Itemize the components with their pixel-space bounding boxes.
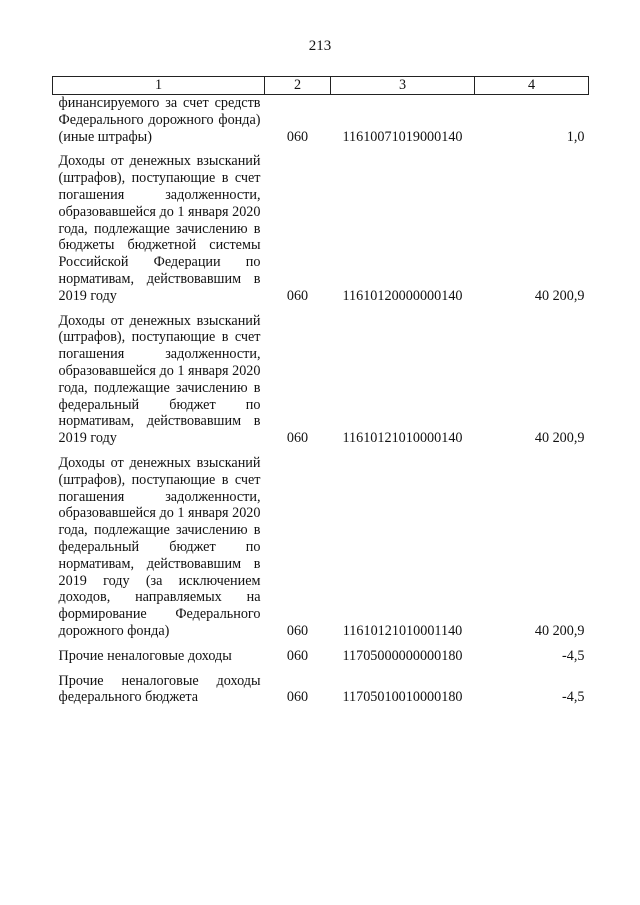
table-row — [53, 313, 589, 447]
column-header-2: 2 — [265, 77, 331, 95]
budget-revenue-table — [52, 76, 589, 706]
budget-classification-code: 11705010010000180 — [342, 689, 463, 706]
column-header-4: 4 — [475, 77, 589, 95]
budget-classification-code: 11610121010000140 — [342, 430, 463, 447]
table-header-row — [53, 77, 589, 95]
admin-code: 060 — [286, 128, 309, 145]
table-row — [53, 95, 589, 146]
amount: -4,5 — [562, 647, 585, 664]
amount: -4,5 — [562, 689, 585, 706]
revenue-name: Доходы от денежных взысканий (штрафов), поступающие в счет погашения задолженности, образовавшейся до 1 января 2020 года, подлежащие зачислению в бюджеты бюджетной системы Российской Федерации по нормативам, действовавшим в 2019 году — [58, 153, 261, 304]
revenue-name: Прочие неналоговые доходы федерального бюджета — [58, 672, 261, 706]
amount: 40 200,9 — [534, 622, 585, 639]
admin-code: 060 — [286, 287, 309, 304]
revenue-name: Доходы от денежных взысканий (штрафов), поступающие в счет погашения задолженности, образовавшейся до 1 января 2020 года, подлежащие зачислению в федеральный бюджет по нормативам, действовавшим в 2019 году — [58, 312, 261, 447]
budget-classification-code: 11610120000000140 — [342, 287, 463, 304]
admin-code: 060 — [286, 622, 309, 639]
admin-code: 060 — [286, 689, 309, 706]
revenue-name: финансируемого за счет средств Федерального дорожного фонда) (иные штрафы) — [58, 95, 261, 145]
revenue-name: Прочие неналоговые доходы — [58, 647, 232, 664]
column-header-1: 1 — [53, 77, 265, 95]
table-row — [53, 648, 589, 665]
admin-code: 060 — [286, 647, 309, 664]
table-row — [53, 455, 589, 640]
table-row — [53, 673, 589, 707]
amount: 40 200,9 — [534, 287, 585, 304]
table-row — [53, 153, 589, 304]
budget-classification-code: 11610121010001140 — [342, 622, 463, 639]
revenue-name: Доходы от денежных взысканий (штрафов), поступающие в счет погашения задолженности, образовавшейся до 1 января 2020 года, подлежащие зачислению в федеральный бюджет по нормативам, действовавшим в 2019 году (за исключением доходов, направляемых на формирование Федерального дорожного фонда) — [58, 454, 261, 639]
page-number: 213 — [308, 38, 332, 54]
admin-code: 060 — [286, 430, 309, 447]
column-header-3: 3 — [331, 77, 475, 95]
amount: 40 200,9 — [534, 430, 585, 447]
budget-classification-code: 11610071019000140 — [342, 128, 463, 145]
amount: 1,0 — [566, 128, 585, 145]
budget-classification-code: 11705000000000180 — [342, 647, 463, 664]
